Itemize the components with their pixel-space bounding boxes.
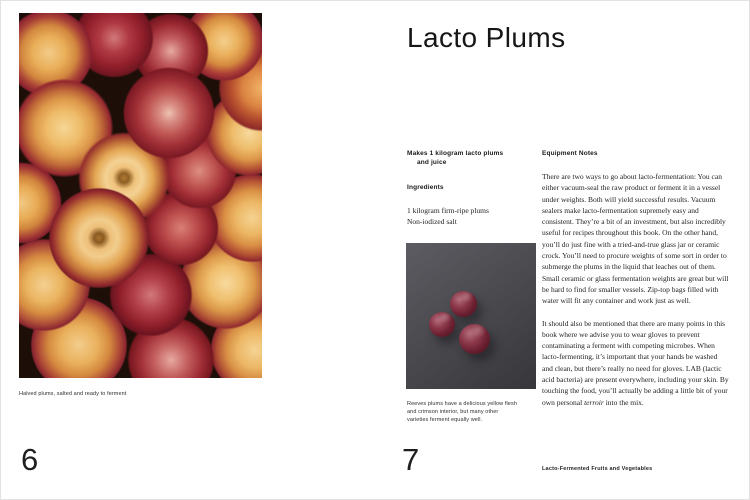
running-footer: Lacto-Fermented Fruits and Vegetables — [542, 466, 653, 472]
paragraph-text: into the mix. — [603, 397, 644, 407]
ingredient-item: 1 kilogram firm-ripe plums — [407, 206, 489, 215]
terroir-italic-text: terroir — [584, 397, 604, 407]
recipe-title: Lacto Plums — [407, 22, 566, 53]
yield-note-line2: and juice — [417, 159, 447, 166]
halved-plums-photo — [19, 13, 262, 378]
page-number-right: 7 — [402, 442, 420, 477]
photo-caption: Reeves plums have a delicious yellow flesh and crimson interior, but many other varieties ferment equally well. — [407, 401, 517, 423]
equipment-column — [542, 149, 730, 408]
yield-note-line1: Makes 1 kilogram lacto plums — [407, 150, 504, 157]
ingredients-list — [407, 205, 533, 228]
ingredients-column — [407, 149, 533, 228]
whole-plums-photo — [406, 243, 536, 389]
equipment-heading: Equipment Notes — [542, 150, 598, 157]
paragraph-text: It should also be mentioned that there are many points in this book where we advise you to wear gloves to prevent contaminating a ferment with competing microbes. When lacto-fermenting, it’s important that your hands be washed and clean, but there’s really no need for gloves. LAB (lactic acid bacteria) are present everywhere, including your skin. By touching the food, you’ll actually be adding a little bit of your own personal — [542, 318, 729, 407]
plum-top — [450, 291, 477, 317]
plum-bottom — [459, 324, 490, 354]
equipment-paragraph-2 — [542, 318, 730, 408]
ingredient-item: Non-iodized salt — [407, 217, 457, 227]
page-number-left: 6 — [21, 442, 39, 477]
plum-left — [429, 312, 455, 337]
ingredients-heading: Ingredients — [407, 184, 444, 191]
photo-caption: Halved plums, salted and ready to ferment — [19, 391, 127, 397]
equipment-paragraph-1: There are two ways to go about lacto-fermentation: You can either vacuum-seal the raw product or ferment it in a vessel under weights. Both will yield successful results. Vacuum sealers make lacto-fermentation supremely easy and consistent. They’re a bit of an investment, but also incredibly useful for recipes throughout this book. On the other hand, you’ll do just fine with a tried-and-true glass jar or ceramic crock. You’ll need to procure weights of some sort in order to submerge the plums in the liquid that leaches out of them. Small ceramic or glass fermentation weights are great but will be hard to find for smaller vessels. Zip-top bags filled with water will fit any container and work just as well. — [542, 172, 729, 306]
